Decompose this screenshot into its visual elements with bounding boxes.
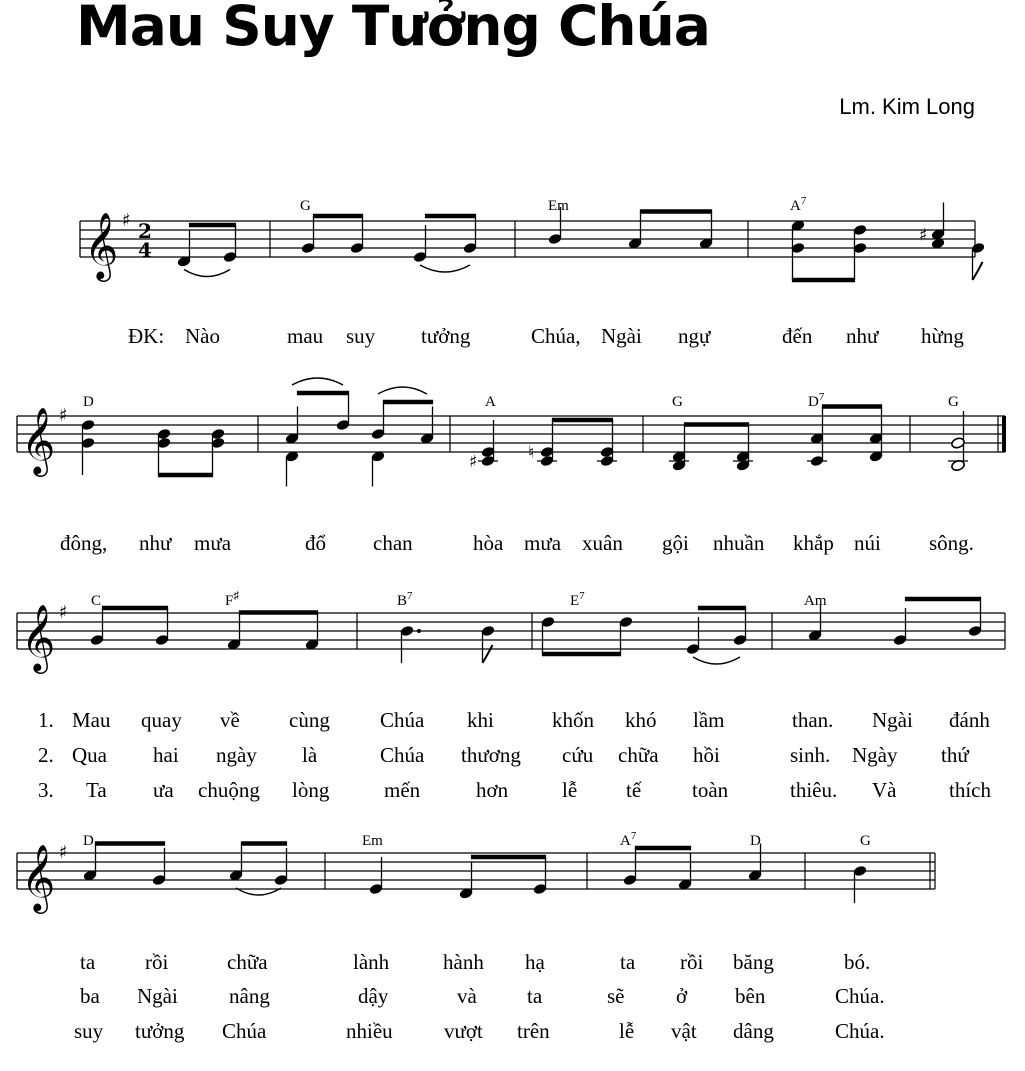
treble-clef: 𝄞	[21, 406, 56, 474]
lyric-syllable: thiêu.	[790, 778, 838, 802]
staff-system-3	[17, 590, 1005, 802]
lyric-syllable: ĐK:	[128, 324, 165, 348]
lyric-syllable: khó	[625, 708, 657, 732]
lyric-syllable: hành	[443, 950, 484, 974]
lyric-syllable: rồi	[680, 950, 704, 974]
lyric-syllable: mến	[384, 778, 421, 802]
note-flag	[483, 645, 493, 663]
lyric-syllable: khắp	[793, 531, 834, 555]
slur	[693, 657, 740, 664]
lyric-syllable: chan	[373, 531, 413, 555]
lyric-syllable: ta	[527, 984, 543, 1008]
chord-symbol: D	[83, 394, 94, 410]
chord-symbol: G	[860, 833, 871, 849]
lyric-syllable: về	[220, 708, 240, 732]
accidental: ♯	[469, 452, 478, 472]
slur	[292, 378, 343, 385]
lyric-syllable: nâng	[229, 984, 270, 1008]
slur	[378, 387, 427, 394]
lyric-syllable: lành	[353, 950, 390, 974]
slur	[184, 270, 230, 277]
chord-symbol: G	[300, 198, 311, 214]
lyric-syllable: than.	[792, 708, 834, 732]
lyric-syllable: rồi	[145, 950, 169, 974]
chord-symbol: $E^7$	[570, 590, 585, 609]
accidental: ♮	[528, 443, 535, 463]
lyric-syllable: hơn	[476, 778, 509, 802]
lyric-syllable: gội	[662, 531, 689, 555]
lyric-syllable: Và	[872, 778, 897, 802]
chord-symbol: Em	[548, 198, 569, 214]
lyric-syllable: thích	[949, 778, 991, 802]
lyric-syllable: Chúa.	[835, 984, 885, 1008]
key-signature-sharp: ♯	[122, 210, 131, 231]
lyric-syllable: thương	[461, 743, 521, 767]
verse-number: 2.	[38, 743, 54, 767]
lyric-syllable: Chúa	[222, 1019, 267, 1043]
chord-symbol: C	[91, 593, 102, 609]
lyric-syllable: như	[846, 324, 879, 348]
lyric-syllable: Chúa,	[531, 324, 581, 348]
verse-number: 1.	[38, 708, 54, 732]
key-signature-sharp: ♯	[59, 405, 68, 426]
lyric-syllable: đông,	[60, 531, 108, 555]
lyric-syllable: Chúa	[380, 743, 425, 767]
lyric-syllable: đánh	[949, 708, 990, 732]
lyric-syllable: Ngài	[137, 984, 178, 1008]
lyric-syllable: dâng	[733, 1019, 774, 1043]
lyric-syllable: bó.	[844, 950, 871, 974]
lyric-syllable: Nào	[185, 324, 220, 348]
lyric-syllable: tế	[626, 778, 642, 802]
lyric-syllable: toàn	[692, 778, 729, 802]
lyric-syllable: băng	[733, 950, 774, 974]
lyric-syllable: mưa	[524, 531, 562, 555]
lyric-syllable: lòng	[292, 778, 330, 802]
lyric-syllable: vượt	[444, 1019, 483, 1043]
lyric-syllable: vật	[671, 1019, 697, 1043]
augmentation-dot	[417, 629, 421, 633]
lyric-syllable: lễ	[562, 778, 578, 802]
time-signature-bottom: 4	[138, 238, 152, 262]
lyric-syllable: Qua	[72, 743, 107, 767]
lyric-syllable: chữa	[227, 950, 268, 974]
lyric-syllable: mưa	[194, 531, 232, 555]
lyric-syllable: suy	[346, 324, 376, 348]
verse-number: 3.	[38, 778, 54, 802]
lyric-syllable: và	[457, 984, 477, 1008]
lyric-syllable: Ngày	[852, 743, 898, 767]
lyric-syllable: bên	[735, 984, 766, 1008]
lyric-syllable: sông.	[929, 531, 974, 555]
lyric-syllable: ta	[80, 950, 96, 974]
song-title: Mau Suy Tưởng Chúa	[76, 0, 710, 58]
lyric-syllable: sinh.	[790, 743, 831, 767]
lyric-syllable: thứ	[941, 743, 969, 767]
lyric-syllable: dậy	[358, 984, 389, 1008]
chord-symbol: F♯	[225, 590, 239, 609]
lyric-syllable: như	[139, 531, 172, 555]
lyric-syllable: tưởng	[135, 1019, 185, 1043]
lyric-syllable: lầm	[693, 708, 725, 732]
chord-symbol: D	[750, 833, 761, 849]
lyric-syllable: đến	[782, 324, 813, 348]
time-signature-top: 2	[138, 219, 152, 243]
staff-system-1	[80, 195, 983, 348]
chord-symbol: $B^7$	[397, 590, 413, 609]
lyric-syllable: nhuần	[713, 531, 765, 555]
lyric-syllable: Mau	[72, 708, 111, 732]
lyric-syllable: ngự	[678, 324, 711, 348]
lyric-syllable: Ta	[86, 778, 107, 802]
lyric-syllable: chuộng	[198, 778, 260, 802]
lyric-syllable: trên	[517, 1019, 550, 1043]
lyric-syllable: lễ	[619, 1019, 635, 1043]
chord-symbol: A	[485, 394, 496, 410]
lyric-syllable: cứu	[562, 743, 594, 767]
lyric-syllable: Chúa.	[835, 1019, 885, 1043]
composer-credit: Lm. Kim Long	[839, 94, 975, 119]
lyric-syllable: hòa	[473, 531, 504, 555]
lyric-syllable: hạ	[525, 950, 545, 974]
treble-clef: 𝄞	[84, 211, 119, 279]
lyric-syllable: cùng	[289, 708, 330, 732]
lyric-syllable: là	[302, 743, 318, 767]
lyric-syllable: tưởng	[421, 324, 471, 348]
chord-symbol: D	[83, 833, 94, 849]
lyric-syllable: hai	[153, 743, 179, 767]
lyric-syllable: chữa	[618, 743, 659, 767]
lyric-syllable: ở	[676, 984, 688, 1008]
lyric-syllable: hồi	[693, 743, 720, 767]
lyric-syllable: xuân	[582, 531, 623, 555]
chord-symbol: Em	[362, 833, 383, 849]
lyric-syllable: khi	[467, 708, 494, 732]
key-signature-sharp: ♯	[59, 602, 68, 623]
treble-clef: 𝄞	[21, 843, 56, 911]
lyric-syllable: sẽ	[607, 984, 625, 1008]
lyric-syllable: Ngài	[872, 708, 913, 732]
lyric-syllable: ba	[80, 984, 100, 1008]
lyric-syllable: núi	[854, 531, 881, 555]
treble-clef: 𝄞	[21, 603, 56, 671]
chord-symbol: $A^7$	[790, 195, 807, 214]
chord-symbol: Am	[804, 593, 827, 609]
lyric-syllable: hừng	[921, 324, 964, 348]
lyric-syllable: ưa	[153, 778, 174, 802]
lyric-syllable: suy	[74, 1019, 104, 1043]
lyric-syllable: ta	[620, 950, 636, 974]
chord-symbol: G	[672, 394, 683, 410]
slur	[420, 265, 470, 272]
lyric-syllable: đổ	[305, 531, 326, 555]
key-signature-sharp: ♯	[59, 842, 68, 863]
staff-system-2	[17, 378, 1005, 555]
accidental: ♯	[919, 225, 928, 246]
lyric-syllable: khốn	[552, 708, 594, 732]
chord-symbol: G	[948, 394, 959, 410]
lyric-syllable: ngày	[216, 743, 257, 767]
staff-system-4	[17, 830, 935, 1043]
lyric-syllable: quay	[141, 708, 182, 732]
lyric-syllable: Ngài	[601, 324, 642, 348]
lyric-syllable: mau	[287, 324, 324, 348]
lyric-syllable: nhiều	[346, 1019, 393, 1043]
lyric-syllable: Chúa	[380, 708, 425, 732]
chord-symbol: $A^7$	[620, 830, 637, 849]
chord-symbol: $D^7$	[808, 391, 825, 410]
note-flag	[973, 262, 983, 280]
